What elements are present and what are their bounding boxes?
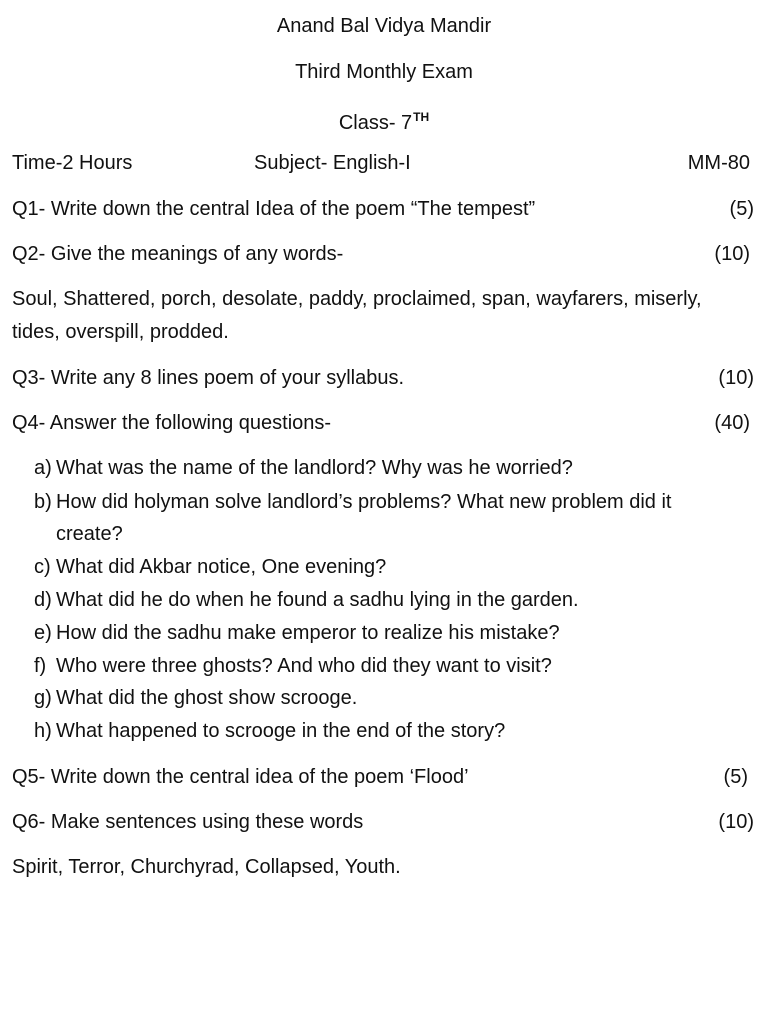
- q4-item-g-label: g): [34, 687, 52, 709]
- q4-item-g: [34, 686, 728, 710]
- q4-item-e-text: How did the sadhu make emperor to realize his mistake?: [56, 622, 560, 644]
- q4-item-c-label: c): [34, 556, 51, 578]
- q2-words-line-2: tides, overspill, prodded.: [12, 321, 229, 343]
- question-2-marks: (10): [714, 243, 750, 265]
- q4-item-h-label: h): [34, 720, 52, 742]
- question-6: Q6- Make sentences using these words: [12, 811, 364, 833]
- q4-item-b: [34, 490, 728, 546]
- q4-item-f-text: Who were three ghosts? And who did they want to visit?: [56, 655, 552, 677]
- q4-item-h: [34, 719, 728, 743]
- q4-item-e-label: e): [34, 622, 52, 644]
- time-label: Time-2 Hours: [12, 152, 133, 174]
- q4-item-d-text: What did he do when he found a sadhu lying in the garden.: [56, 589, 579, 611]
- q4-item-c: [34, 555, 728, 579]
- question-1-marks: (5): [729, 198, 754, 220]
- max-marks: MM-80: [687, 152, 750, 174]
- q4-item-a-text: What was the name of the landlord? Why was he worried?: [56, 457, 573, 479]
- q6-words: Spirit, Terror, Churchyrad, Collapsed, Youth.: [12, 856, 401, 878]
- question-5: Q5- Write down the central idea of the poem ‘Flood’: [12, 766, 469, 788]
- class-text: Class- 7: [338, 112, 413, 134]
- class-label: [0, 105, 768, 135]
- question-6-marks: (10): [718, 811, 754, 833]
- subject-label: Subject- English-I: [254, 152, 411, 174]
- exam-title: Third Monthly Exam: [295, 61, 473, 83]
- q4-item-b-text: How did holyman solve landlord’s problems? What new problem did it: [56, 491, 672, 513]
- q4-item-b-label: b): [34, 491, 52, 513]
- question-5-marks: (5): [723, 766, 748, 788]
- q4-item-d-label: d): [34, 589, 52, 611]
- question-3-marks: (10): [718, 367, 754, 389]
- class-superscript: TH: [413, 110, 430, 124]
- question-4-marks: (40): [714, 412, 750, 434]
- q4-item-c-text: What did Akbar notice, One evening?: [56, 556, 387, 578]
- q4-item-a: [34, 456, 728, 480]
- q4-item-e: [34, 621, 728, 645]
- q4-item-b-continuation: create?: [56, 523, 123, 545]
- q4-item-a-label: a): [34, 457, 52, 479]
- q4-item-f-label: f): [34, 655, 47, 677]
- question-4: Q4- Answer the following questions-: [12, 412, 332, 434]
- q4-item-h-text: What happened to scrooge in the end of the story?: [56, 720, 506, 742]
- q4-item-d: [34, 588, 728, 612]
- q4-item-g-text: What did the ghost show scrooge.: [56, 687, 358, 709]
- question-2: Q2- Give the meanings of any words-: [12, 243, 344, 265]
- q4-item-f: [34, 654, 728, 678]
- question-3: Q3- Write any 8 lines poem of your syllabus.: [12, 367, 405, 389]
- q2-words-line-1: Soul, Shattered, porch, desolate, paddy, proclaimed, span, wayfarers, miserly,: [12, 288, 702, 310]
- question-1: Q1- Write down the central Idea of the poem “The tempest”: [12, 198, 536, 220]
- school-name: Anand Bal Vidya Mandir: [276, 15, 492, 37]
